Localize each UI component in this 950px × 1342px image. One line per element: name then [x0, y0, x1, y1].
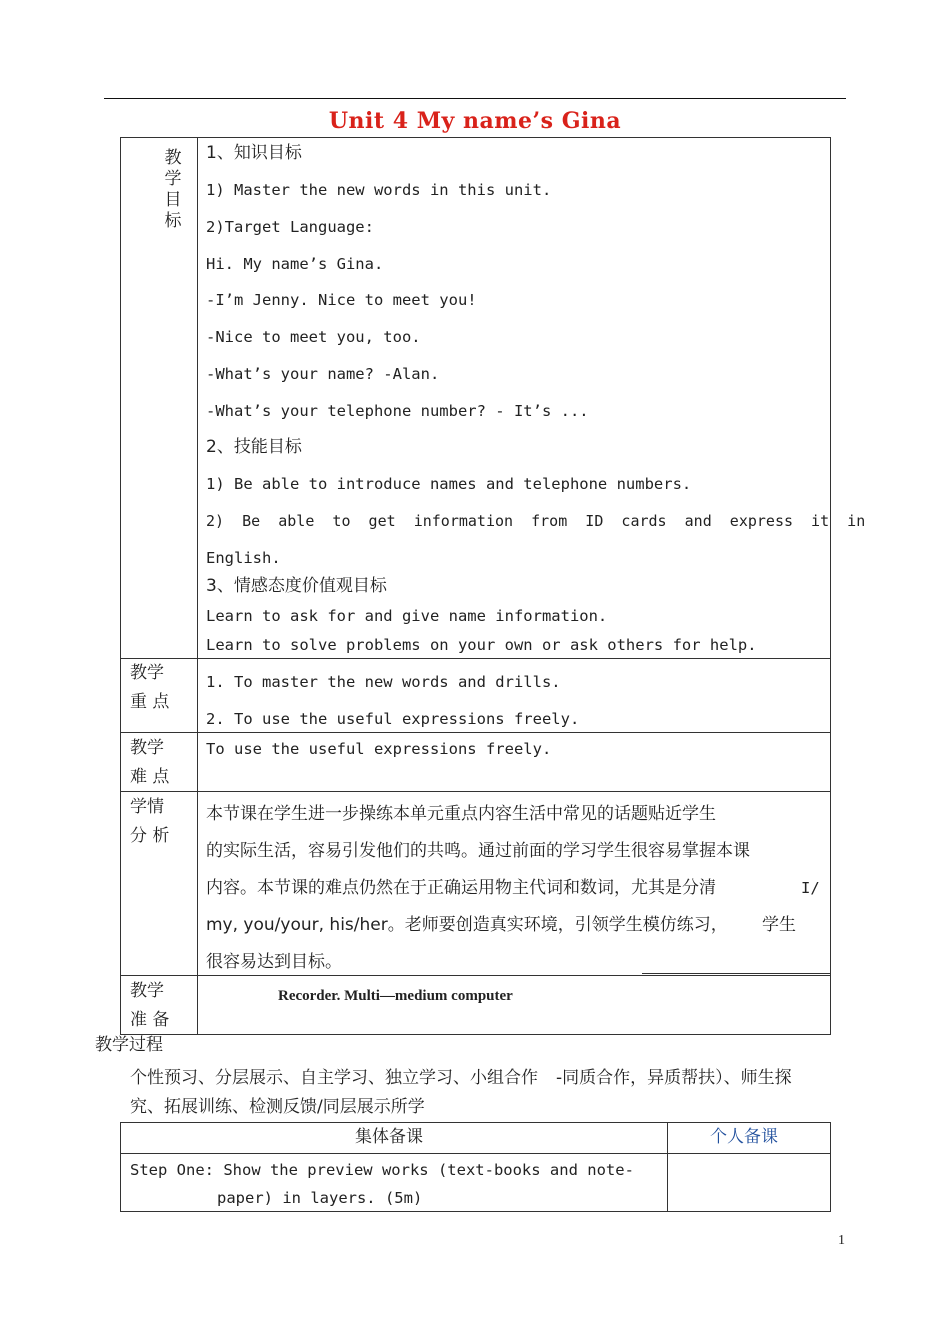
objective-line: -Nice to meet you, too. [206, 328, 421, 346]
analysis-line: 本节课在学生进一步操练本单元重点内容生活中常见的话题贴近学生 [206, 804, 716, 824]
step-line: Step One: Show the preview works (text-books and note- [130, 1161, 634, 1179]
objective-line: 1、知识目标 [206, 143, 302, 163]
analysis-label-bottom: 分 析 [130, 826, 170, 846]
objectives-label: 教学目标 [164, 148, 182, 231]
preparation-text: Recorder. Multi—medium computer [278, 988, 513, 1004]
objective-line: Learn to solve problems on your own or ask others for help. [206, 636, 757, 654]
objective-line: 3、情感态度价值观目标 [206, 576, 387, 596]
objective-line: -I’m Jenny. Nice to meet you! [206, 291, 477, 309]
difficult-points-label-bottom: 难 点 [130, 767, 170, 787]
process-line: 究、拓展训练、检测反馈/同层展示所学 [130, 1097, 425, 1117]
difficult-points-label-top: 教学 [130, 738, 164, 758]
difficult-point-line: To use the useful expressions freely. [206, 740, 552, 758]
row-divider [120, 791, 831, 792]
objective-line: Hi. My name’s Gina. [206, 255, 384, 273]
preparation-label-bottom: 准 备 [130, 1010, 170, 1030]
analysis-line: 的实际生活，容易引发他们的共鸣。通过前面的学习学生很容易掌握本课 [206, 841, 750, 861]
objective-line: -What’s your telephone number? - It’s ... [206, 402, 589, 420]
analysis-label-top: 学情 [130, 797, 164, 817]
objective-line: -What’s your name? -Alan. [206, 365, 440, 383]
analysis-line-extra: I/ [801, 879, 820, 897]
analysis-line: my, you/your, his/her。老师要创造真实环境，引领学生模仿练习， [206, 915, 728, 935]
header-rule [104, 98, 846, 99]
analysis-line: 很容易达到目标。 [206, 952, 342, 972]
key-point-line: 2. To use the useful expressions freely. [206, 710, 580, 728]
objective-line: 1) Master the new words in this unit. [206, 181, 552, 199]
preparation-label-top: 教学 [130, 981, 164, 1001]
row-divider [120, 658, 831, 659]
key-points-label-top: 教学 [130, 663, 164, 683]
collective-plan-header: 集体备课 [355, 1127, 423, 1147]
page-number: 1 [838, 1233, 845, 1248]
process-line: 个性预习、分层展示、自主学习、独立学习、小组合作 [130, 1068, 538, 1088]
analysis-line: 内容。本节课的难点仍然在于正确运用物主代词和数词，尤其是分清 [206, 878, 716, 898]
key-point-line: 1. To master the new words and drills. [206, 673, 561, 691]
personal-plan-header: 个人备课 [710, 1127, 778, 1147]
objective-line: Learn to ask for and give name information. [206, 607, 608, 625]
objective-line: 1) Be able to introduce names and telephone numbers. [206, 475, 692, 493]
objective-line: 2、技能目标 [206, 437, 302, 457]
objective-line: 2) Be able to get information from ID cards and express it in [206, 512, 866, 530]
row-divider [120, 732, 831, 733]
key-points-label-bottom: 重 点 [130, 692, 170, 712]
step-line: paper) in layers. (5m) [217, 1189, 423, 1207]
plan-column-divider [667, 1122, 668, 1212]
page-title: Unit 4 My name’s Gina [328, 108, 622, 134]
analysis-line-extra: 学生 [762, 915, 796, 935]
plan-header-divider [120, 1153, 831, 1154]
objective-line: 2)Target Language: [206, 218, 374, 236]
process-line: -同质合作，异质帮扶）、师生探 [556, 1068, 792, 1088]
objective-line: English. [206, 549, 281, 567]
label-column-divider [197, 137, 198, 1035]
process-label: 教学过程 [95, 1035, 163, 1055]
row-divider [120, 975, 831, 976]
analysis-underline [642, 973, 831, 974]
